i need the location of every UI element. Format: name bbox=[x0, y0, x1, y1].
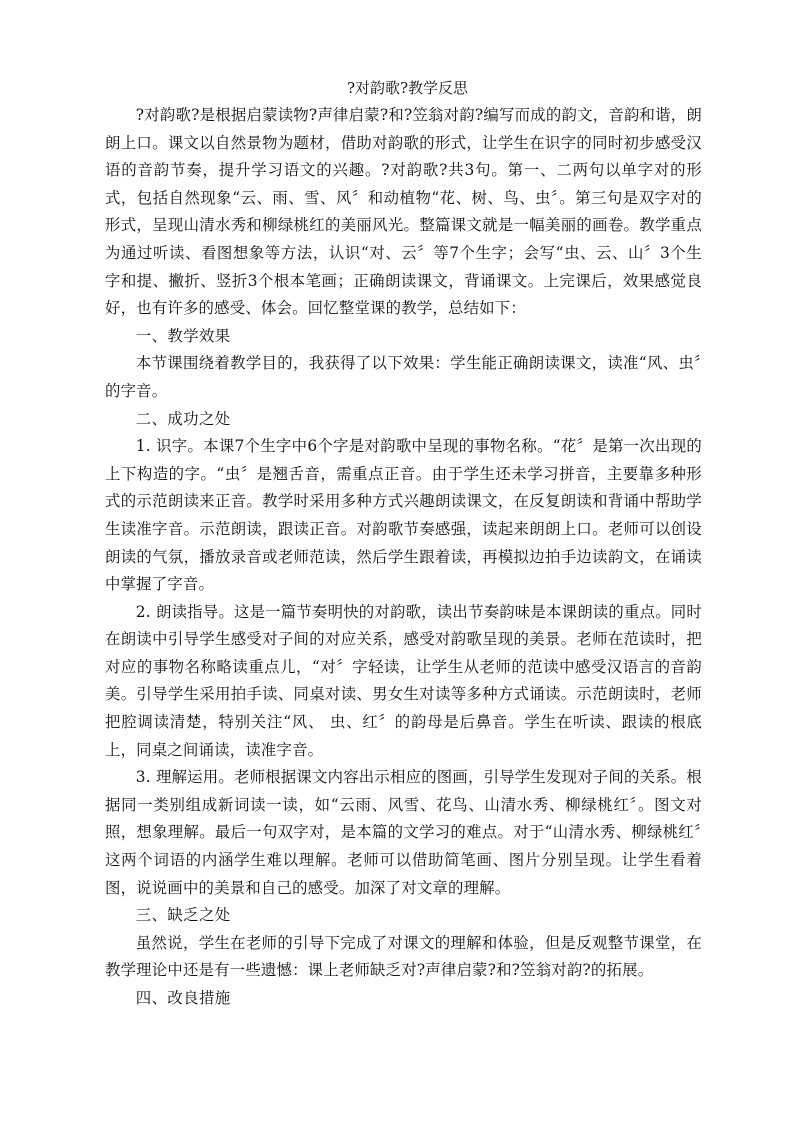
success-item-literacy: 1. 识字。本课7个生字中6个字是对韵歌中呈现的事物名称。“花〞是第一次出现的上下构造的字。“虫〞是翘舌音，需重点正音。由于学生还未学习拼音，主要靠多种形式的示范朗读来正音。教学时采用多种方式兴趣朗读课文，在反复朗读和背诵中帮助学生读准字音。示范朗读，跟读正音。对韵歌节奏感强，读起来朗朗上口。老师可以创设朗读的气氛，播放录音或老师范读，然后学生跟着读，再模拟边拍手边读韵文，在诵读中掌握了字音。 bbox=[105, 437, 702, 594]
section-heading-success: 二、成功之处 bbox=[135, 409, 231, 428]
success-item-application: 3. 理解运用。老师根据课文内容出示相应的图画，引导学生发现对子间的关系。根据同一类别组成新词读一读，如“云雨、风雪、花鸟、山清水秀、柳绿桃红〞。图文对照，想象理解。最后一句双字对，是本篇的文学习的难点。对于“山清水秀、柳绿桃红〞这两个词语的内涵学生难以理解。老师可以借助简笔画、图片分别呈现。让学生看着图，说说画中的美景和自己的感受。加深了对文章的理解。 bbox=[105, 768, 702, 897]
section-heading-effect: 一、教学效果 bbox=[135, 326, 231, 345]
intro-paragraph: ?对韵歌?是根据启蒙读物?声律启蒙?和?笠翁对韵?编写而成的韵文，音韵和谐，朗朗上口。课文以自然景物为题材，借助对韵歌的形式，让学生在识字的同时初步感受汉语的音韵节奏，提升学习语文的兴趣。?对韵歌?共3句。第一、二两句以单字对的形式，包括自然现象“云、雨、雪、风〞和动植物“花、树、鸟、虫〞。第三句是双字对的形式，呈现山清水秀和柳绿桃红的美丽风光。整篇课文就是一幅美丽的画卷。教学重点为通过听读、看图想象等方法，认识“对、云〞等7个生字；会写“虫、云、山〞3个生字和提、撇折、竖折3个根本笔画；正确朗读课文，背诵课文。上完课后，效果感觉良好，也有许多的感受、体会。回忆整堂课的教学，总结如下： bbox=[105, 106, 702, 318]
section-heading-improvements: 四、改良措施 bbox=[135, 989, 231, 1007]
section-heading-shortcomings: 三、缺乏之处 bbox=[135, 906, 231, 925]
document-title: ?对韵歌?教学反思 bbox=[346, 79, 469, 97]
success-item-reading: 2. 朗读指导。这是一篇节奏明快的对韵歌，读出节奏韵味是本课朗读的重点。同时在朗读中引导学生感受对子间的对应关系，感受对韵歌呈现的美景。老师在范读时，把对应的事物名称略读重点儿，“对〞字轻读，让学生从老师的范读中感受汉语言的音韵美。引导学生采用拍手读、同桌对读、男女生对读等多种方式诵读。示范朗读时，老师把腔调读清楚，特别关注“风、 虫、红〞的韵母是后鼻音。学生在听读、跟读的根底上，同桌之间诵读，读准字音。 bbox=[105, 602, 702, 759]
shortcomings-paragraph: 虽然说，学生在老师的引导下完成了对课文的理解和体验，但是反观整节课堂，在教学理论中还是有一些遗憾：课上老师缺乏对?声律启蒙?和?笠翁对韵?的拓展。 bbox=[105, 933, 702, 980]
effect-paragraph: 本节课围绕着教学目的，我获得了以下效果：学生能正确朗读课文，读准“风、虫〞的字音。 bbox=[105, 354, 702, 400]
